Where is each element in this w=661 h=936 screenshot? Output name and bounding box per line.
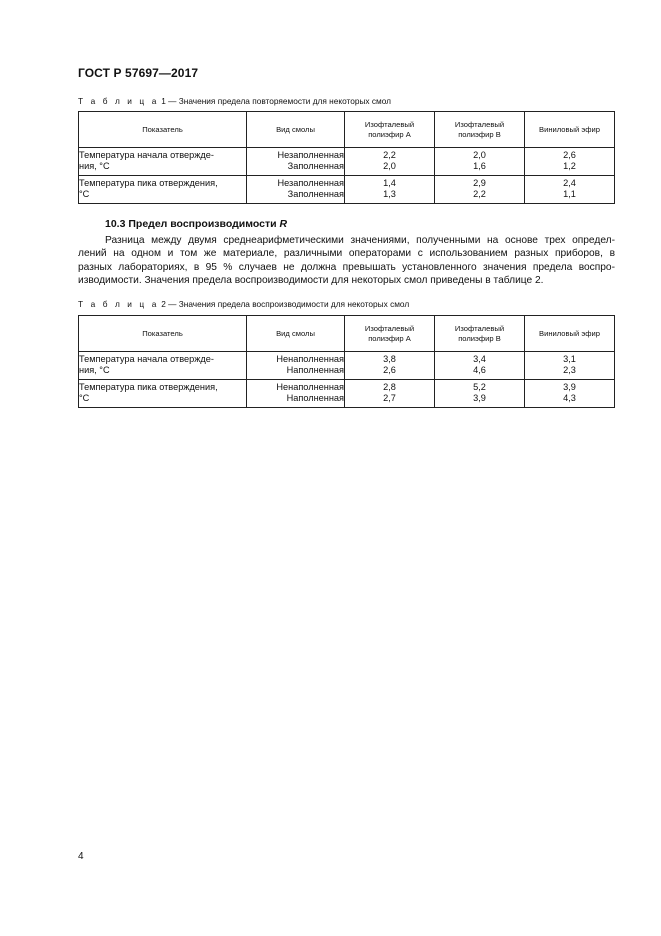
value: 2,6 [383,365,396,375]
value: 2,0 [473,150,486,160]
header-line: Изофталевый [454,323,505,333]
table1-header-vinyl-ester: Виниловый эфир [525,112,615,148]
table2-header-parameter: Показатель [79,316,247,352]
value: 2,9 [473,178,486,188]
resin-cell [247,380,345,408]
table1-header-row [79,112,615,148]
table-row [79,380,615,408]
section-title: 10.3 Предел воспроизводимости [105,218,277,230]
value-cell [345,176,435,204]
table2-header-row [79,316,615,352]
document-code: ГОСТ Р 57697—2017 [78,66,199,80]
table2-header-resin: Вид смолы [247,316,345,352]
parameter-cell [79,148,247,176]
resin-value: Наполненная [286,365,344,375]
value-cell [435,380,525,408]
table1-caption-prefix: Т а б л и ц а [78,96,159,106]
resin-value: Заполненная [287,161,344,171]
value-cell [435,148,525,176]
resin-value: Незаполненная [277,150,344,160]
resin-value: Заполненная [287,189,344,199]
resin-value: Наполненная [286,393,344,403]
value: 3,9 [563,382,576,392]
paragraph-line: изводимости. Значения предела воспроизводимости для некоторых смол приведены в таблице 2. [78,274,544,286]
value: 4,3 [563,393,576,403]
table-row [79,148,615,176]
resin-value: Незаполненная [277,178,344,188]
section-symbol: R [279,218,288,230]
value-cell [525,148,615,176]
table1 [78,111,615,204]
value: 1,3 [383,189,396,199]
table2-header-vinyl-ester: Виниловый эфир [525,316,615,352]
value: 2,7 [383,393,396,403]
header-line: Изофталевый [364,323,415,333]
table2-caption-text: 2 — Значения предела воспроизводимости для некоторых смол [161,299,410,309]
value: 3,8 [383,354,396,364]
value: 1,4 [383,178,396,188]
value-cell [345,380,435,408]
parameter-cell [79,380,247,408]
resin-value: Ненаполненная [276,382,344,392]
parameter-cell [79,176,247,204]
header-line: полиэфир А [368,333,411,343]
value: 2,3 [563,365,576,375]
value-cell [525,176,615,204]
value-cell [345,352,435,380]
value: 2,4 [563,178,576,188]
header-line: полиэфир В [458,333,501,343]
table1-caption [78,96,391,106]
value: 3,9 [473,393,486,403]
paragraph-line: лений на одном и том же материале, различными операторами с использованием разных приборов, в [78,248,615,260]
value-cell [525,380,615,408]
table1-header-resin: Вид смолы [247,112,345,148]
resin-cell [247,148,345,176]
parameter-cell [79,352,247,380]
table2-header-polyester-a [345,316,435,352]
value: 1,1 [563,189,576,199]
header-line: Изофталевый [454,119,505,129]
header-line: полиэфир А [368,129,411,139]
table-row [79,352,615,380]
param-line: ния, °С [79,365,110,375]
value-cell [435,352,525,380]
section-paragraph [78,234,615,287]
value: 1,6 [473,161,486,171]
resin-cell [247,176,345,204]
value-cell [345,148,435,176]
value-cell [525,352,615,380]
table1-header-parameter: Показатель [79,112,247,148]
section-heading [105,218,287,230]
value: 2,2 [383,150,396,160]
param-line: Температура начала отвержде- [79,354,214,364]
page-number: 4 [78,851,84,862]
table1-header-polyester-a [345,112,435,148]
value: 2,8 [383,382,396,392]
table2-header-polyester-b [435,316,525,352]
value: 2,6 [563,150,576,160]
value: 1,2 [563,161,576,171]
value: 5,2 [473,382,486,392]
table2 [78,315,615,408]
table2-caption-prefix: Т а б л и ц а [78,299,159,309]
table1-header-polyester-b [435,112,525,148]
table1-caption-text: 1 — Значения предела повторяемости для некоторых смол [161,96,392,106]
resin-value: Ненаполненная [276,354,344,364]
param-line: Температура начала отвержде- [79,150,214,160]
paragraph-line: разных лабораториях, в 95 % случаев не должна превышать установленного значения предела воспро- [78,261,615,273]
table-row [79,176,615,204]
value: 3,1 [563,354,576,364]
resin-cell [247,352,345,380]
value: 4,6 [473,365,486,375]
param-line: °С [79,189,90,199]
param-line: ния, °С [79,161,110,171]
value: 2,2 [473,189,486,199]
value: 3,4 [473,354,486,364]
value: 2,0 [383,161,396,171]
header-line: полиэфир В [458,129,501,139]
param-line: Температура пика отверждения, [79,178,218,188]
value-cell [435,176,525,204]
header-line: Изофталевый [364,119,415,129]
paragraph-line: Разница между двумя среднеарифметическими значениями, полученными на основе трех определ- [105,235,615,246]
param-line: Температура пика отверждения, [79,382,218,392]
table2-caption [78,299,409,309]
param-line: °С [79,393,90,403]
